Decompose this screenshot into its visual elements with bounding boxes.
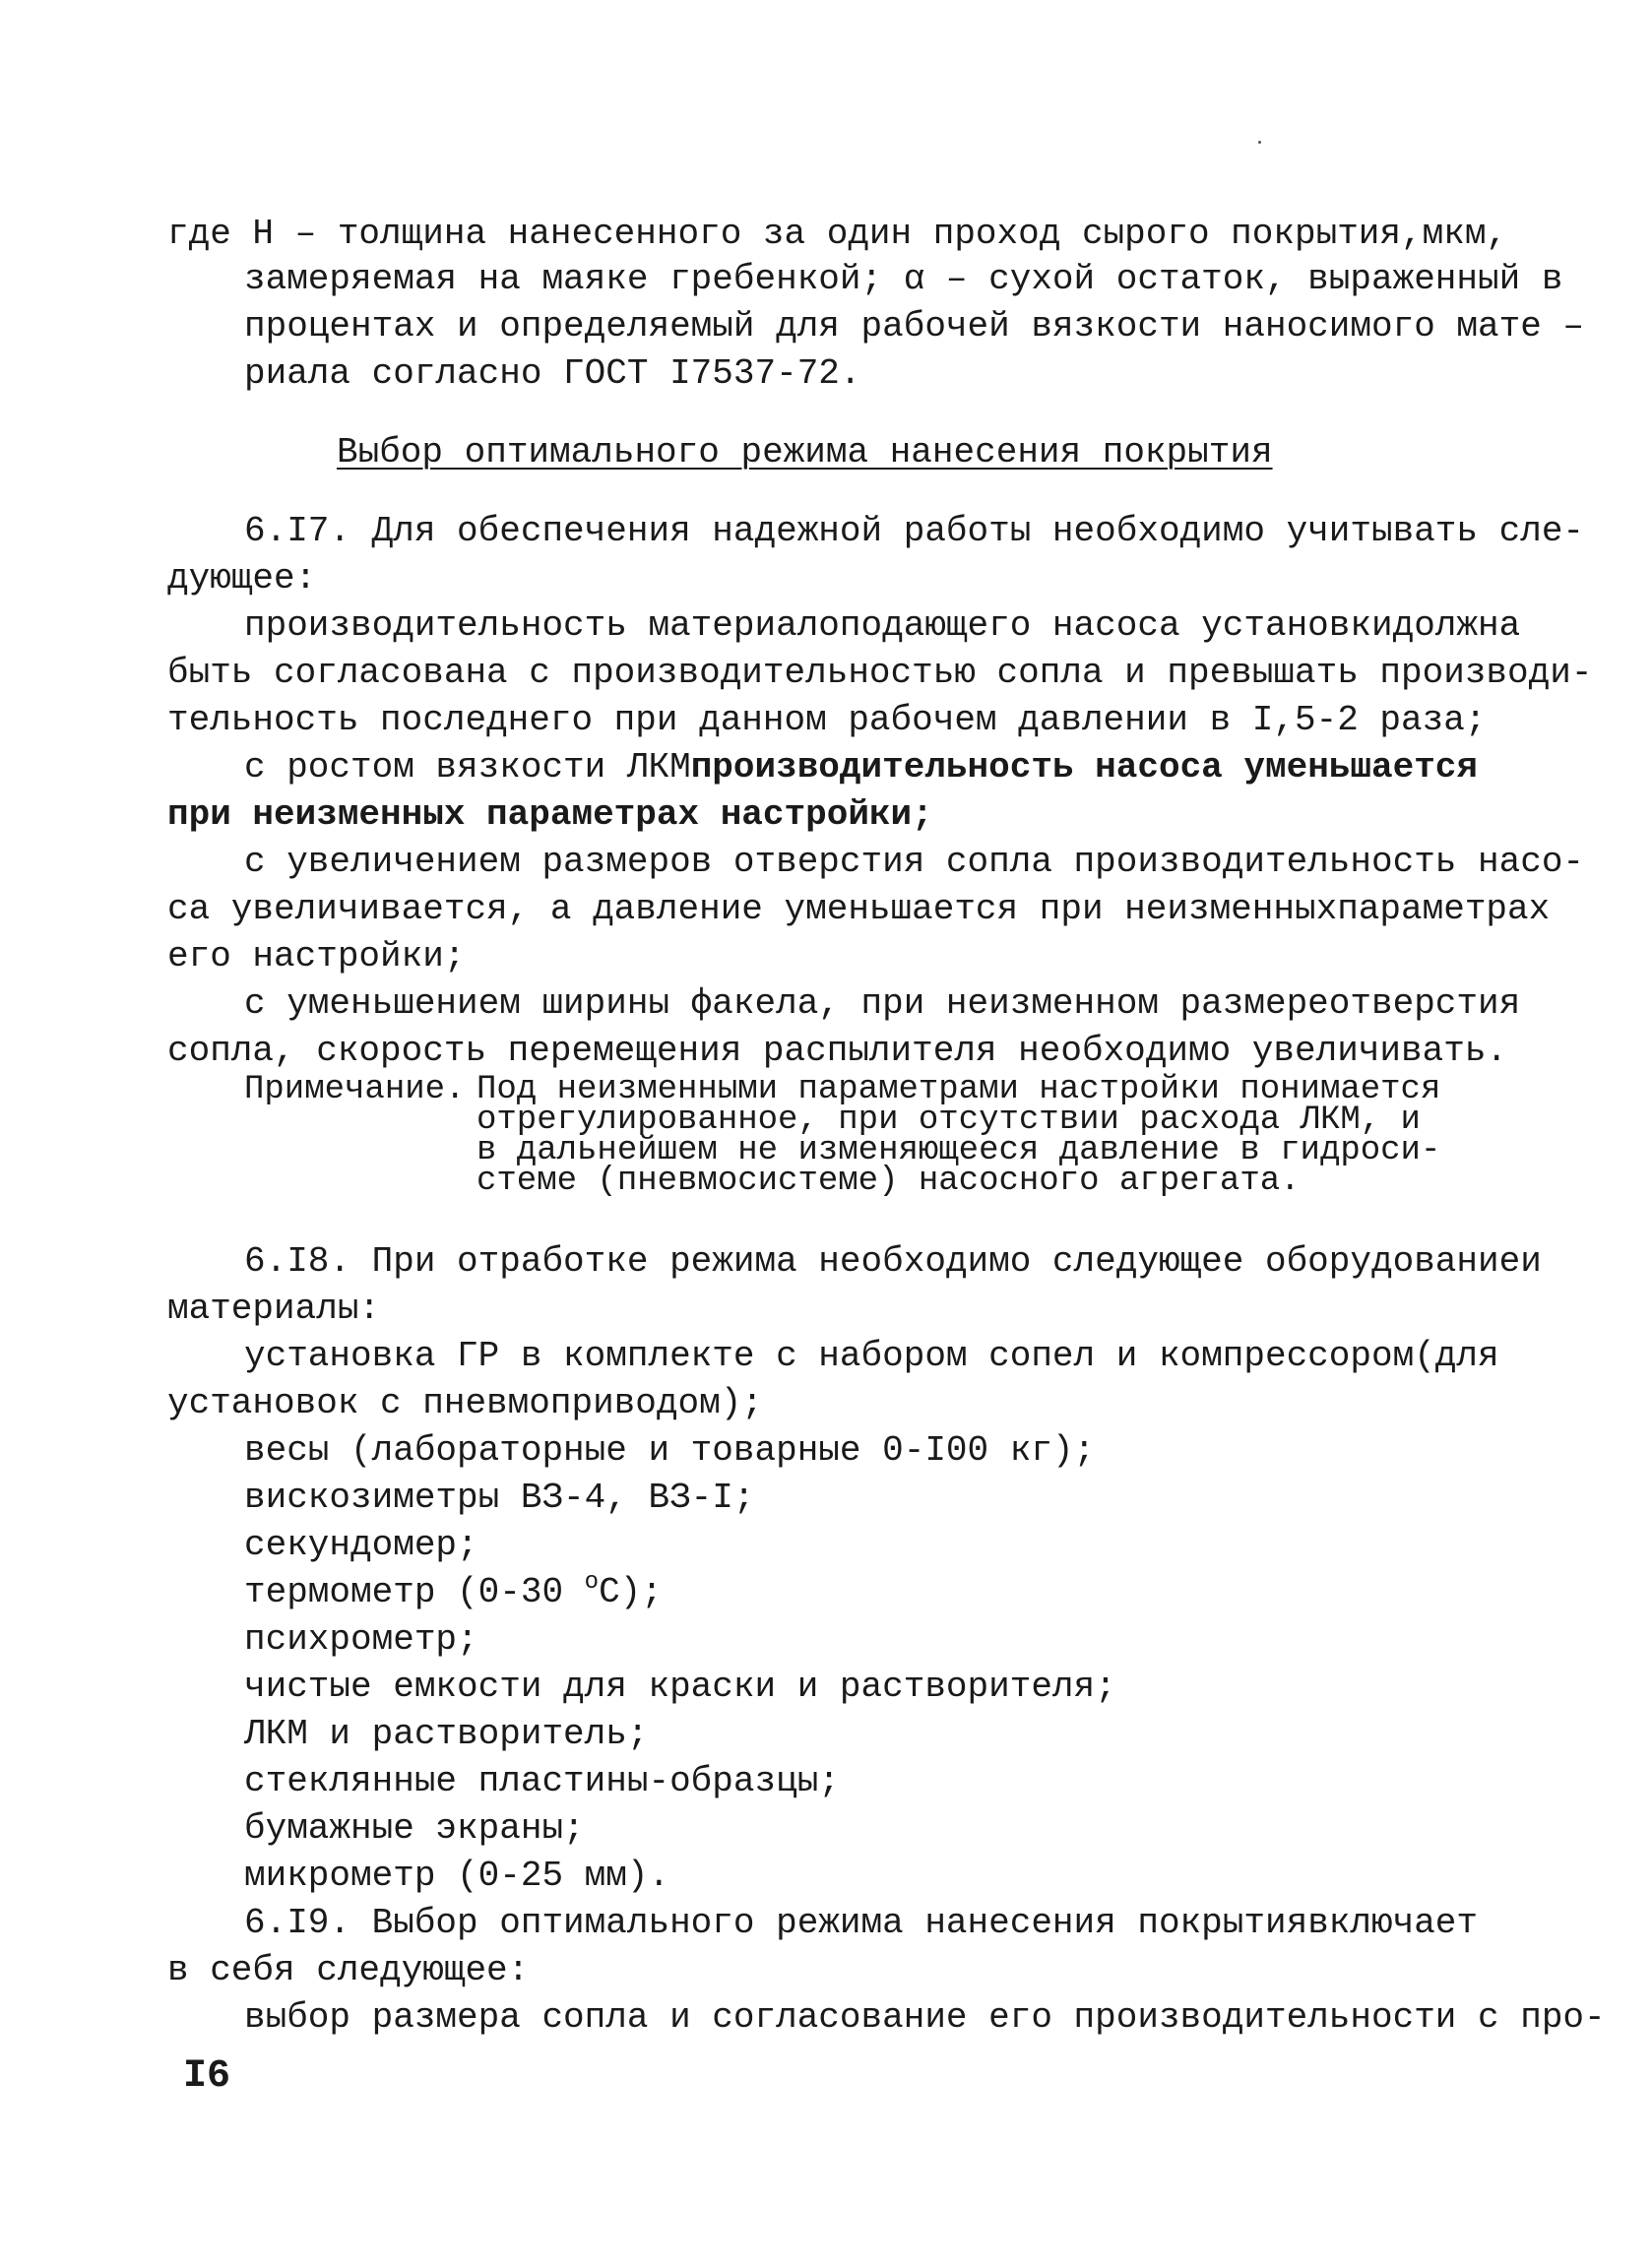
p617-bullet-2-text: с ростом вязкости ЛКМ <box>244 747 691 788</box>
p617-line-2: дующее: <box>167 558 317 598</box>
p617-bullet-2-bold: производительность насоса уменьшается <box>690 747 1479 788</box>
p619-line-1-text: 6.I9. Выбор оптимального режима нанесения покрытия <box>244 1903 1308 1943</box>
p617-bullet-4-text: с уменьшением ширины факела, при неизменном размере <box>244 983 1329 1024</box>
note-line-4: стеме (пневмосистеме) насосного агрегата. <box>477 1163 1301 1200</box>
p617-bullet-3-line-2 <box>167 888 1551 931</box>
page-number: I6 <box>183 2054 231 2099</box>
p617-bullet-1-line-1 <box>244 604 1521 648</box>
p617-bullet-1-text: производительность материалоподающего насоса установки <box>244 605 1393 646</box>
p617-bullet-1-end: должна <box>1392 605 1521 646</box>
p617-bullet-1-line-3: тельность последнего при данном рабочем давлении в I,5-2 раза; <box>167 700 1487 740</box>
p618-item-2: весы (лабораторные и товарные 0-I00 кг); <box>244 1430 1096 1471</box>
scan-speck <box>1258 141 1261 144</box>
degree-superscript: о <box>584 1569 600 1596</box>
p618-item-11: микрометр (0-25 мм). <box>244 1856 670 1896</box>
p617-bullet-4-line-1 <box>244 982 1521 1026</box>
p617-bullet-2-line-2: при неизменных параметрах настройки; <box>167 794 933 835</box>
p618-item-5 <box>244 1571 663 1614</box>
note-line-1: Под неизменными параметрами настройки понимается <box>477 1071 1441 1108</box>
note-line-3: в дальнейшем не изменяющееся давление в гидроси- <box>477 1132 1441 1169</box>
p618-item-1-line-1 <box>244 1335 1499 1378</box>
note-line-2: отрегулированное, при отсутствии расхода ЛКМ, и <box>477 1102 1421 1139</box>
p617-bullet-3-line-1: с увеличением размеров отверстия сопла производительность насо- <box>244 842 1585 882</box>
p618-item-1-end: (для <box>1414 1336 1499 1376</box>
p618-item-5-text: термометр (0-30 <box>244 1572 585 1612</box>
p618-line-1 <box>244 1240 1542 1284</box>
p618-item-1-line-2: установок с пневмоприводом); <box>167 1383 763 1423</box>
p618-item-10: бумажные экраны; <box>244 1808 585 1849</box>
intro-line-1-text: где Н – толщина нанесенного за один проход сырого покрытия, <box>167 214 1423 254</box>
p617-bullet-3-end: параметрах <box>1337 889 1551 929</box>
section-heading: Выбор оптимального режима нанесения покрытия <box>337 432 1273 472</box>
p619-line-1-end: включает <box>1307 1903 1479 1943</box>
p618-item-4: секундомер; <box>244 1525 478 1565</box>
p618-line-2: материалы: <box>167 1289 381 1329</box>
p617-bullet-3-text: са увеличивается, а давление уменьшается при неизменных <box>167 889 1338 929</box>
p617-bullet-4-end: отверстия <box>1328 983 1521 1024</box>
intro-line-3: процентах и определяемый для рабочей вязкости наносимого мате – <box>244 306 1585 346</box>
p617-bullet-4-line-2: сопла, скорость перемещения распылителя необходимо увеличивать. <box>167 1031 1508 1071</box>
p617-bullet-3-line-3: его настройки; <box>167 936 466 976</box>
p619-line-3: выбор размера сопла и согласование его производительности с про- <box>244 1997 1606 2038</box>
p617-line-1: 6.I7. Для обеспечения надежной работы необходимо учитывать сле- <box>244 511 1585 551</box>
p618-item-5-unit: С); <box>599 1572 663 1612</box>
p618-item-9: стеклянные пластины-образцы; <box>244 1761 840 1801</box>
p618-item-6: психрометр; <box>244 1619 478 1660</box>
intro-line-1-unit: мкм, <box>1422 214 1508 254</box>
p618-line-1-end: и <box>1520 1241 1542 1282</box>
p618-item-8: ЛКМ и растворитель; <box>244 1714 649 1754</box>
p618-line-1-text: 6.I8. При отработке режима необходимо следующее оборудование <box>244 1241 1521 1282</box>
note-label: Примечание. <box>244 1071 466 1108</box>
p617-bullet-1-line-2: быть согласована с производительностью сопла и превышать производи- <box>167 653 1593 693</box>
intro-line-4: риала согласно ГОСТ I7537-72. <box>244 353 861 394</box>
p618-item-3: вискозиметры ВЗ-4, ВЗ-I; <box>244 1478 755 1518</box>
p619-line-2: в себя следующее: <box>167 1950 530 1990</box>
intro-line-1 <box>167 213 1508 256</box>
intro-line-2: замеряемая на маяке гребенкой; α – сухой остаток, выраженный в <box>244 259 1563 299</box>
p619-line-1 <box>244 1902 1479 1945</box>
p617-bullet-2-line-1 <box>244 746 1479 789</box>
p618-item-1-text: установка ГР в комплекте с набором сопел и компрессором <box>244 1336 1415 1376</box>
p618-item-7: чистые емкости для краски и растворителя; <box>244 1667 1116 1707</box>
